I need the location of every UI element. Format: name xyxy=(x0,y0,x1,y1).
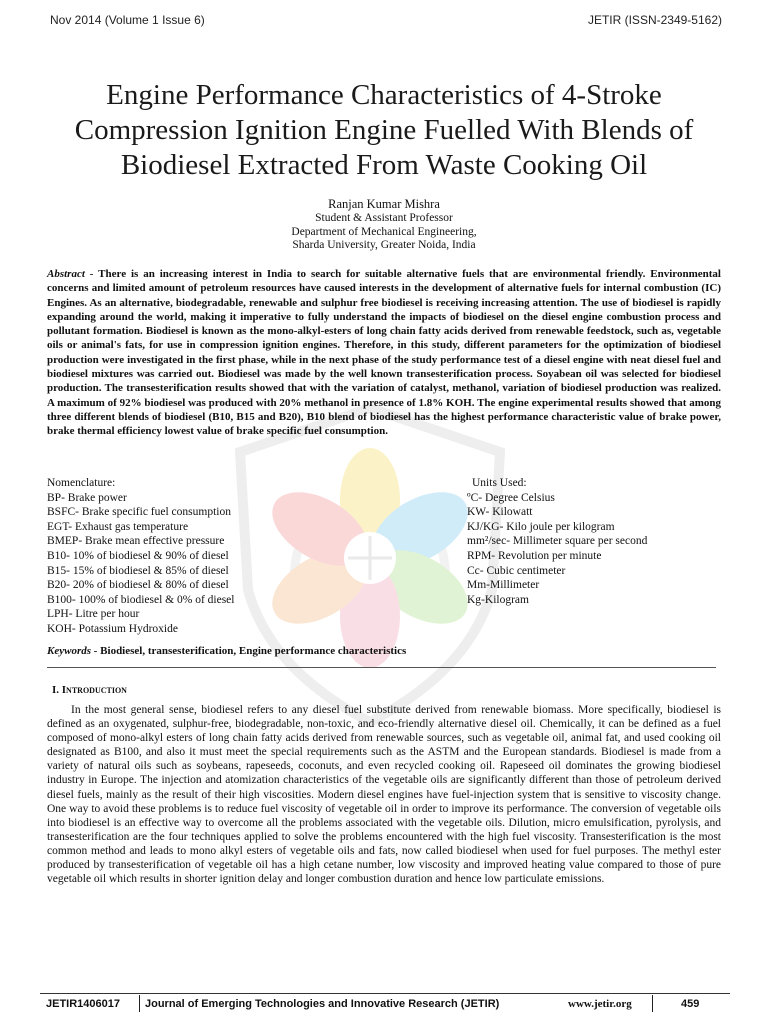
abstract-lead: Abstract - xyxy=(47,268,94,280)
nomenclature-item: B100- 100% of biodiesel & 0% of diesel xyxy=(47,593,235,606)
unit-item: KW- Kilowatt xyxy=(467,506,533,519)
unit-item: KJ/KG- Kilo joule per kilogram xyxy=(467,520,615,533)
abstract-text: There is an increasing interest in India to search for suitable alternative fuels that are environmental friendly. Environmental concerns and limited amount of petroleum resources have caused interests in the development of alternative fuels for internal combustion (IC) Engines. As an alternative, biodegradable, renewable and sulphur free biodiesel is receiving increasing attention. The use of biodiesel is rapidly expanding around the world, making it imperative to fully understand the impacts of biodiesel on the diesel engine combustion process and pollutant formation. Biodiesel is known as the mono-alkyl-esters of long chain fatty acids derived from renewable feedstock, such as, vegetable oils or animal's fats, for use in compression ignition engines. Therefore, in this study, different parameters for the optimization of biodiesel production were investigated in the first phase, while in the next phase of the study performance test of a diesel engine with neat diesel fuel and biodiesel mixtures was carried out. Biodiesel was made by the well known transesterification process. Soyabean oil was selected for biodiesel production. The transesterification results showed that with the variation of catalyst, methanol, variation of biodiesel production was realized. A maximum of 92% biodiesel was produced with 20% methanol in presence of 1.8% KOH. The engine experimental results showed that among three different blends of biodiesel (B10, B15 and B20), B10 blend of biodiesel has the highest performance characteristic value of brake power, brake thermal efficiency lowest value of brake specific fuel consumption. xyxy=(47,268,721,438)
author-affiliation xyxy=(0,196,768,253)
unit-item: mm²/sec- Millimeter square per second xyxy=(467,535,648,548)
nomenclature-item: KOH- Potassium Hydroxide xyxy=(47,622,178,635)
footer-separator xyxy=(652,995,653,1012)
nomenclature-item: BSFC- Brake specific fuel consumption xyxy=(47,506,231,519)
author-university: Sharda University, Greater Noida, India xyxy=(292,239,476,251)
paper-id: JETIR1406017 xyxy=(46,998,120,1010)
journal-website-link[interactable]: www.jetir.org xyxy=(568,998,632,1010)
keywords xyxy=(47,645,406,657)
keywords-text: Biodiesel, transesterification, Engine performance characteristics xyxy=(100,645,407,657)
title-line-3: Biodiesel Extracted From Waste Cooking Oil xyxy=(120,149,648,181)
unit-item: Kg-Kilogram xyxy=(467,593,529,606)
nomenclature-list xyxy=(47,476,234,637)
footer-rule xyxy=(40,993,730,994)
units-heading: Units Used: xyxy=(472,477,527,489)
nomenclature-item: LPH- Litre per hour xyxy=(47,608,140,621)
page-number: 459 xyxy=(681,998,700,1010)
section-number: I. xyxy=(52,684,60,696)
unit-item: Cc- Cubic centimeter xyxy=(467,564,566,577)
journal-name: Journal of Emerging Technologies and Innovative Research (JETIR) xyxy=(145,998,500,1010)
section-title: Introduction xyxy=(61,684,127,696)
issn-header: JETIR (ISSN-2349-5162) xyxy=(587,13,722,27)
nomenclature-item: BP- Brake power xyxy=(47,491,127,504)
paper-title xyxy=(30,78,738,183)
author-role: Student & Assistant Professor xyxy=(315,212,453,224)
author-department: Department of Mechanical Engineering, xyxy=(291,225,477,238)
nomenclature-item: B10- 10% of biodiesel & 90% of diesel xyxy=(47,549,229,562)
keywords-lead: Keywords - xyxy=(47,645,98,657)
section-divider xyxy=(47,667,716,668)
section-heading-introduction xyxy=(52,684,127,696)
nomenclature-item: B20- 20% of biodiesel & 80% of diesel xyxy=(47,579,229,592)
nomenclature-heading: Nomenclature: xyxy=(47,477,116,489)
unit-item: ºC- Degree Celsius xyxy=(467,491,555,504)
unit-item: RPM- Revolution per minute xyxy=(467,549,602,562)
title-line-2: Compression Ignition Engine Fuelled With Blends of xyxy=(74,114,694,146)
title-line-1: Engine Performance Characteristics of 4-Stroke xyxy=(106,79,662,111)
nomenclature-item: B15- 15% of biodiesel & 85% of diesel xyxy=(47,564,229,577)
introduction-body: In the most general sense, biodiesel refers to any diesel fuel substitute derived from renewable biomass. More specifically, biodiesel is defined as an oxygenated, sulphur-free, biodegradable, non-toxic, and eco-friendly alternative diesel oil. Chemically, it can be defined as a fuel composed of mono-alkyl esters of long chain fatty acids derived from renewable sources, such as vegetable oil, animal fat, and used cooking oil designated as B100, and also it must meet the special requirements such as the ASTM and the European standards. Biodiesel is made from a variety of natural oils such as soybeans, rapeseeds, coconuts, and even recycled cooking oil. Rapeseed oil dominates the growing biodiesel industry in Europe. The injection and atomization characteristics of the vegetable oils are significantly different than those of petroleum derived diesel fuels, mainly as the result of their high viscosities. Modern diesel engines have fuel-injection system that is sensitive to viscosity change. One way to avoid these problems is to reduce fuel viscosity of vegetable oil in order to improve its performance. The conversion of vegetable oils into biodiesel is an effective way to overcome all the problems associated with the vegetable oils. Dilution, micro emulsification, pyrolysis, and transesterification are the four techniques applied to solve the problems encountered with the high fuel viscosity. Transesterification is the most common method and leads to mono alkyl esters of vegetable oils and fats, now called biodiesel when used for fuel purposes. The methyl ester produced by transesterification of vegetable oil has a high cetane number, low viscosity and improved heating value compared to those of pure vegetable oil which results in shorter ignition delay and longer combustion duration and hence low particulate emissions. xyxy=(47,704,721,886)
author-name: Ranjan Kumar Mishra xyxy=(328,197,440,211)
abstract xyxy=(47,267,721,439)
nomenclature-item: BMEP- Brake mean effective pressure xyxy=(47,535,225,548)
footer-separator xyxy=(139,995,140,1012)
issue-date-header: Nov 2014 (Volume 1 Issue 6) xyxy=(50,13,205,27)
unit-item: Mm-Millimeter xyxy=(467,579,540,592)
nomenclature-item: EGT- Exhaust gas temperature xyxy=(47,520,189,533)
units-list xyxy=(467,476,647,607)
